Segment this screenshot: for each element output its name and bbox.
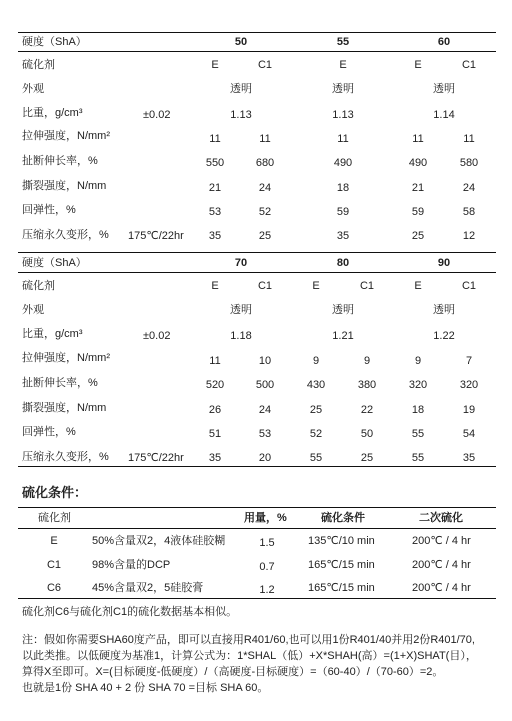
t2-agent: C1: [359, 280, 375, 292]
cure-row-cond: 165℃/15 min: [308, 559, 375, 571]
t2-tensile-label: 拉伸强度，N/mm²: [22, 352, 110, 364]
t2-agent: C1: [461, 280, 477, 292]
table2-top-rule: [18, 252, 496, 253]
cure-row-agent: C6: [46, 582, 62, 594]
t2-appearance-label: 外观: [22, 304, 44, 316]
t1-compset: 25: [258, 230, 272, 242]
cure-row-desc: 45%含量双2，5硅胶膏: [92, 582, 204, 594]
t1-tensile: 11: [412, 133, 424, 145]
t2-appearance: 透明: [433, 304, 455, 316]
t1-appearance: 透明: [332, 83, 354, 95]
cure-row-cond: 165℃/15 min: [308, 582, 375, 594]
cure-row-cond: 135℃/10 min: [308, 535, 375, 547]
t2-compset-cond: 175℃/22hr: [128, 452, 184, 464]
t2-tensile: 9: [312, 355, 320, 367]
t2-tear: 24: [258, 404, 272, 416]
t1-elong: 550: [205, 157, 225, 169]
t2-resil-label: 回弹性，%: [22, 426, 76, 438]
t1-hardness-label: 硬度（ShA）: [22, 36, 87, 48]
t1-density: 1.14: [433, 109, 455, 121]
note-line: 注：假如你需要SHA60度产品，即可以直接用R401/60,也可以用1份R401/40并用2份R401/70,: [22, 634, 475, 646]
cure-row-desc: 98%含量的DCP: [92, 559, 171, 571]
cure-header-rule: [18, 528, 496, 529]
t1-tear: 21: [208, 182, 222, 194]
t2-agent: E: [211, 280, 219, 292]
cure-row-post: 200℃ / 4 hr: [412, 535, 471, 547]
t1-appearance: 透明: [433, 83, 455, 95]
t1-tear: 21: [411, 182, 425, 194]
t2-resil: 50: [360, 428, 374, 440]
t2-tear: 22: [360, 404, 374, 416]
cure-row-amount: 1.5: [259, 537, 275, 549]
cure-bottom-rule: [18, 598, 496, 599]
t1-agent: E: [414, 59, 422, 71]
t2-tear-label: 撕裂强度，N/mm: [22, 402, 107, 414]
t1-tear: 24: [462, 182, 476, 194]
t1-agent: E: [339, 59, 347, 71]
t2-appearance: 透明: [332, 304, 354, 316]
t2-tear: 19: [462, 404, 476, 416]
cure-row-amount: 1.2: [259, 584, 275, 596]
t2-agent-label: 硫化剂: [22, 280, 55, 292]
table1-top-rule: [18, 32, 496, 33]
t2-resil: 52: [309, 428, 323, 440]
t1-elong: 680: [255, 157, 275, 169]
t1-compset: 35: [208, 230, 222, 242]
formula-note: [22, 632, 498, 696]
t1-compset: 35: [336, 230, 350, 242]
t1-elong: 580: [459, 157, 479, 169]
t1-resil: 58: [462, 206, 476, 218]
t2-density-tol: ±0.02: [143, 330, 171, 342]
t1-tensile-label: 拉伸强度，N/mm²: [22, 130, 110, 142]
t1-hardness-50: 50: [234, 36, 248, 48]
t2-elong: 320: [459, 379, 479, 391]
t2-elong-label: 扯断伸长率，%: [22, 377, 98, 389]
cure-header-amount: 用量，%: [244, 512, 287, 524]
t2-tear: 25: [309, 404, 323, 416]
t2-tear: 26: [208, 404, 222, 416]
cure-row-desc: 50%含量双2，4液体硅胶糊: [92, 535, 226, 547]
t1-compset-cond: 175℃/22hr: [128, 230, 184, 242]
t1-tensile: 11: [259, 133, 271, 145]
t1-tear: 24: [258, 182, 272, 194]
t1-tear-label: 撕裂强度，N/mm: [22, 180, 107, 192]
t1-agent: E: [211, 59, 219, 71]
t2-compset-label: 压缩永久变形，%: [22, 451, 109, 463]
t1-resil-label: 回弹性，%: [22, 204, 76, 216]
t1-compset: 12: [462, 230, 476, 242]
note-line: 也就是1份 SHA 40 + 2 份 SHA 70 =目标 SHA 60。: [22, 682, 269, 694]
t1-density: 1.13: [332, 109, 354, 121]
t2-hardness-80: 80: [336, 257, 350, 269]
t2-tensile: 10: [258, 355, 272, 367]
t1-tensile: 11: [337, 133, 349, 145]
t2-elong: 500: [255, 379, 275, 391]
cure-row-post: 200℃ / 4 hr: [412, 559, 471, 571]
t1-agent: C1: [461, 59, 477, 71]
t1-agent: C1: [257, 59, 273, 71]
t1-resil: 53: [208, 206, 222, 218]
cure-header-cond: 硫化条件: [321, 512, 365, 524]
similarity-note: 硫化剂C6与硫化剂C1的硫化数据基本相似。: [22, 606, 238, 618]
cure-heading: 硫化条件：: [22, 485, 88, 500]
t2-compset: 25: [360, 452, 374, 464]
t2-agent: E: [414, 280, 422, 292]
t2-elong: 430: [306, 379, 326, 391]
t2-elong: 380: [357, 379, 377, 391]
t2-resil: 53: [258, 428, 272, 440]
t1-elong-label: 扯断伸长率，%: [22, 155, 98, 167]
t1-resil: 59: [336, 206, 350, 218]
t1-density-tol: ±0.02: [143, 109, 171, 121]
t2-elong: 520: [205, 379, 225, 391]
t2-compset: 35: [208, 452, 222, 464]
table2-header-rule: [18, 272, 496, 273]
t2-agent: E: [312, 280, 320, 292]
cure-row-agent: C1: [46, 559, 62, 571]
table1-header-rule: [18, 51, 496, 52]
t2-appearance: 透明: [230, 304, 252, 316]
t2-resil: 54: [462, 428, 476, 440]
t2-compset: 55: [411, 452, 425, 464]
t2-tensile: 9: [414, 355, 422, 367]
cure-row-amount: 0.7: [259, 561, 275, 573]
t1-hardness-60: 60: [437, 36, 451, 48]
t1-appearance-label: 外观: [22, 83, 44, 95]
t1-density: 1.13: [230, 109, 252, 121]
t2-tensile: 11: [209, 355, 221, 367]
t2-hardness-70: 70: [234, 257, 248, 269]
cure-header-agent: 硫化剂: [38, 512, 71, 524]
t2-hardness-label: 硬度（ShA）: [22, 257, 87, 269]
note-line: 以此类推。以低硬度为基准1，计算公式为：1*SHAL（低）+X*SHAH(高）=(1+X)SHAT(目），: [22, 650, 477, 662]
t1-appearance: 透明: [230, 83, 252, 95]
t1-agent-label: 硫化剂: [22, 59, 55, 71]
t1-compset: 25: [411, 230, 425, 242]
t1-tear: 18: [336, 182, 350, 194]
t2-density: 1.21: [332, 330, 354, 342]
t2-compset: 55: [309, 452, 323, 464]
t1-resil: 52: [258, 206, 272, 218]
t1-resil: 59: [411, 206, 425, 218]
cure-row-agent: E: [50, 535, 58, 547]
note-line: 算得X至即可。X=(目标硬度-低硬度）/（高硬度-目标硬度）=（60-40）/（70-60）=2。: [22, 666, 444, 678]
t2-elong: 320: [408, 379, 428, 391]
t2-resil: 51: [208, 428, 222, 440]
t2-compset: 35: [462, 452, 476, 464]
t1-elong: 490: [333, 157, 353, 169]
t1-tensile: 11: [463, 133, 475, 145]
t2-agent: C1: [257, 280, 273, 292]
cure-header-post: 二次硫化: [419, 512, 463, 524]
t1-density-label: 比重，g/cm³: [22, 107, 83, 119]
t2-density: 1.18: [230, 330, 252, 342]
t2-compset: 20: [258, 452, 272, 464]
t2-tensile: 7: [465, 355, 473, 367]
t2-hardness-90: 90: [437, 257, 451, 269]
t1-tensile: 11: [209, 133, 221, 145]
t2-resil: 55: [411, 428, 425, 440]
t1-compset-label: 压缩永久变形，%: [22, 229, 109, 241]
cure-top-rule: [18, 507, 496, 508]
t1-elong: 490: [408, 157, 428, 169]
t2-tensile: 9: [363, 355, 371, 367]
cure-row-post: 200℃ / 4 hr: [412, 582, 471, 594]
t2-tear: 18: [411, 404, 425, 416]
t2-density: 1.22: [433, 330, 455, 342]
t2-density-label: 比重，g/cm³: [22, 328, 83, 340]
table2-bottom-rule: [18, 466, 496, 467]
t1-hardness-55: 55: [336, 36, 350, 48]
